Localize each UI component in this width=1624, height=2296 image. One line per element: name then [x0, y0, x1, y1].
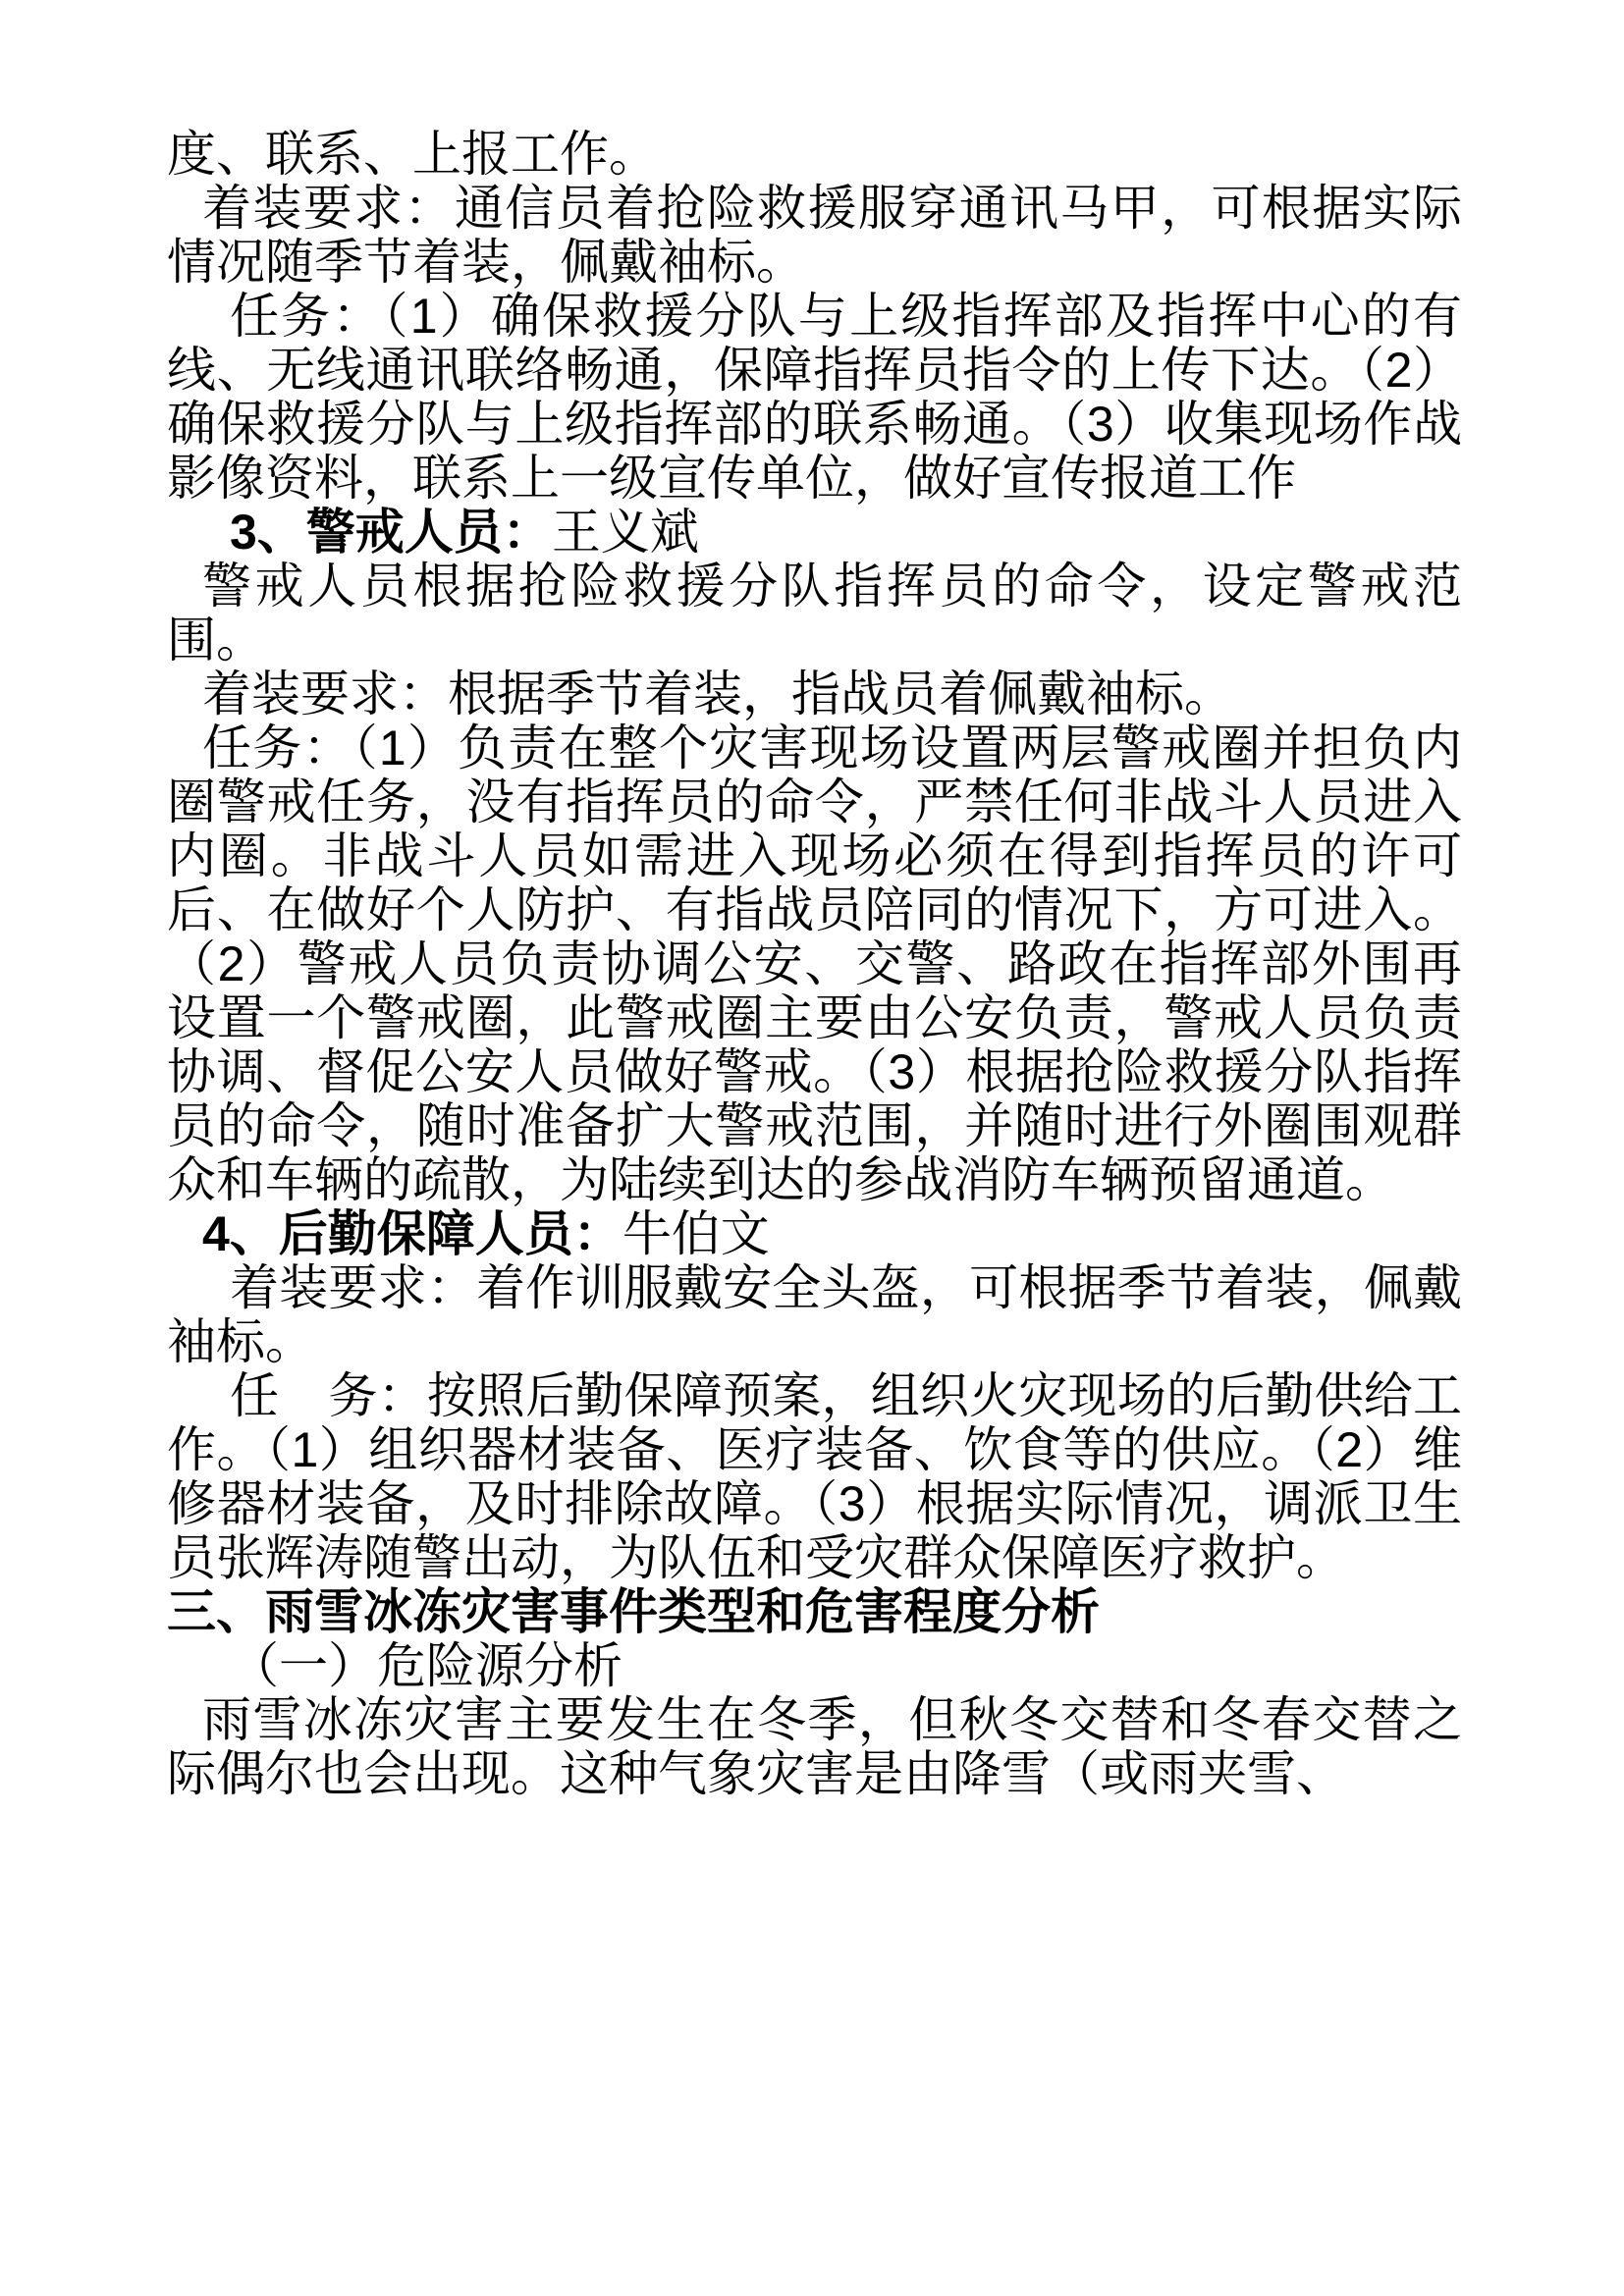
- paragraph-tasks-guard: 任务：（1）负责在整个灾害现场设置两层警戒圈并担负内圈警戒任务，没有指挥员的命令，严禁任何非战斗人员进入内圈。非战斗人员如需进入现场必须在得到指挥员的许可后、在做好个人防护、有指战员陪同的情况下，方可进入。（2）警戒人员负责协调公安、交警、路政在指挥部外围再设置一个警戒圈，此警戒圈主要由公安负责，警戒人员负责协调、督促公安人员做好警戒。（3）根据抢险救援分队指挥员的命令，随时准备扩大警戒范围，并随时进行外圈围观群众和车辆的疏散，为陆续到达的参战消防车辆预留通道。: [167, 721, 1462, 1207]
- section-heading-disaster-analysis: 三、雨雪冰冻灾害事件类型和危害程度分析: [167, 1584, 1100, 1639]
- subheading-logistics-label: 4、后勤保障人员：: [202, 1206, 623, 1261]
- subheading-guard-personnel: [167, 506, 1462, 560]
- paragraph-tasks-logistics: 任 务：按照后勤保障预案，组织火灾现场的后勤供给工作。（1）组织器材装备、医疗装备、饮食等的供应。（2）维修器材装备，及时排除故障。（3）根据实际情况，调派卫生员张辉涛随警出动，为队伍和受灾群众保障医疗救护。: [167, 1368, 1462, 1585]
- person-name-logistics: 牛伯文: [622, 1206, 770, 1261]
- paragraph-continuation: 度、联系、上报工作。: [167, 127, 658, 182]
- paragraph-dress-requirements-comms: 着装要求：通信员着抢险救援服穿通讯马甲，可根据实际情况随季节着装，佩戴袖标。: [167, 181, 1462, 290]
- paragraph-disaster-description: 雨雪冰冻灾害主要发生在冬季，但秋冬交替和冬春交替之际偶尔也会出现。这种气象灾害是由降雪（或雨夹雪、: [167, 1692, 1462, 1801]
- paragraph-dress-requirements-logistics: 着装要求：着作训服戴安全头盔，可根据季节着装，佩戴袖标。: [167, 1260, 1462, 1369]
- subheading-logistics-personnel: [167, 1207, 1462, 1261]
- subheading-guard-label: 3、警戒人员：: [230, 505, 552, 560]
- paragraph-dress-requirements-guard: 着装要求：根据季节着装，指战员着佩戴袖标。: [202, 667, 1233, 721]
- paragraph-tasks-comms: 任务：（1）确保救援分队与上级指挥部及指挥中心的有线、无线通讯联络畅通，保障指挥员指令的上传下达。（2）确保救援分队与上级指挥部的联系畅通。（3）收集现场作战影像资料，联系上一级宣传单位，做好宣传报道工作: [167, 289, 1462, 506]
- paragraph-guard-duty: 警戒人员根据抢险救援分队指挥员的命令，设定警戒范围。: [167, 559, 1462, 667]
- person-name-guard: 王义斌: [551, 505, 699, 560]
- subheading-hazard-source-analysis: （一）危险源分析: [230, 1638, 623, 1693]
